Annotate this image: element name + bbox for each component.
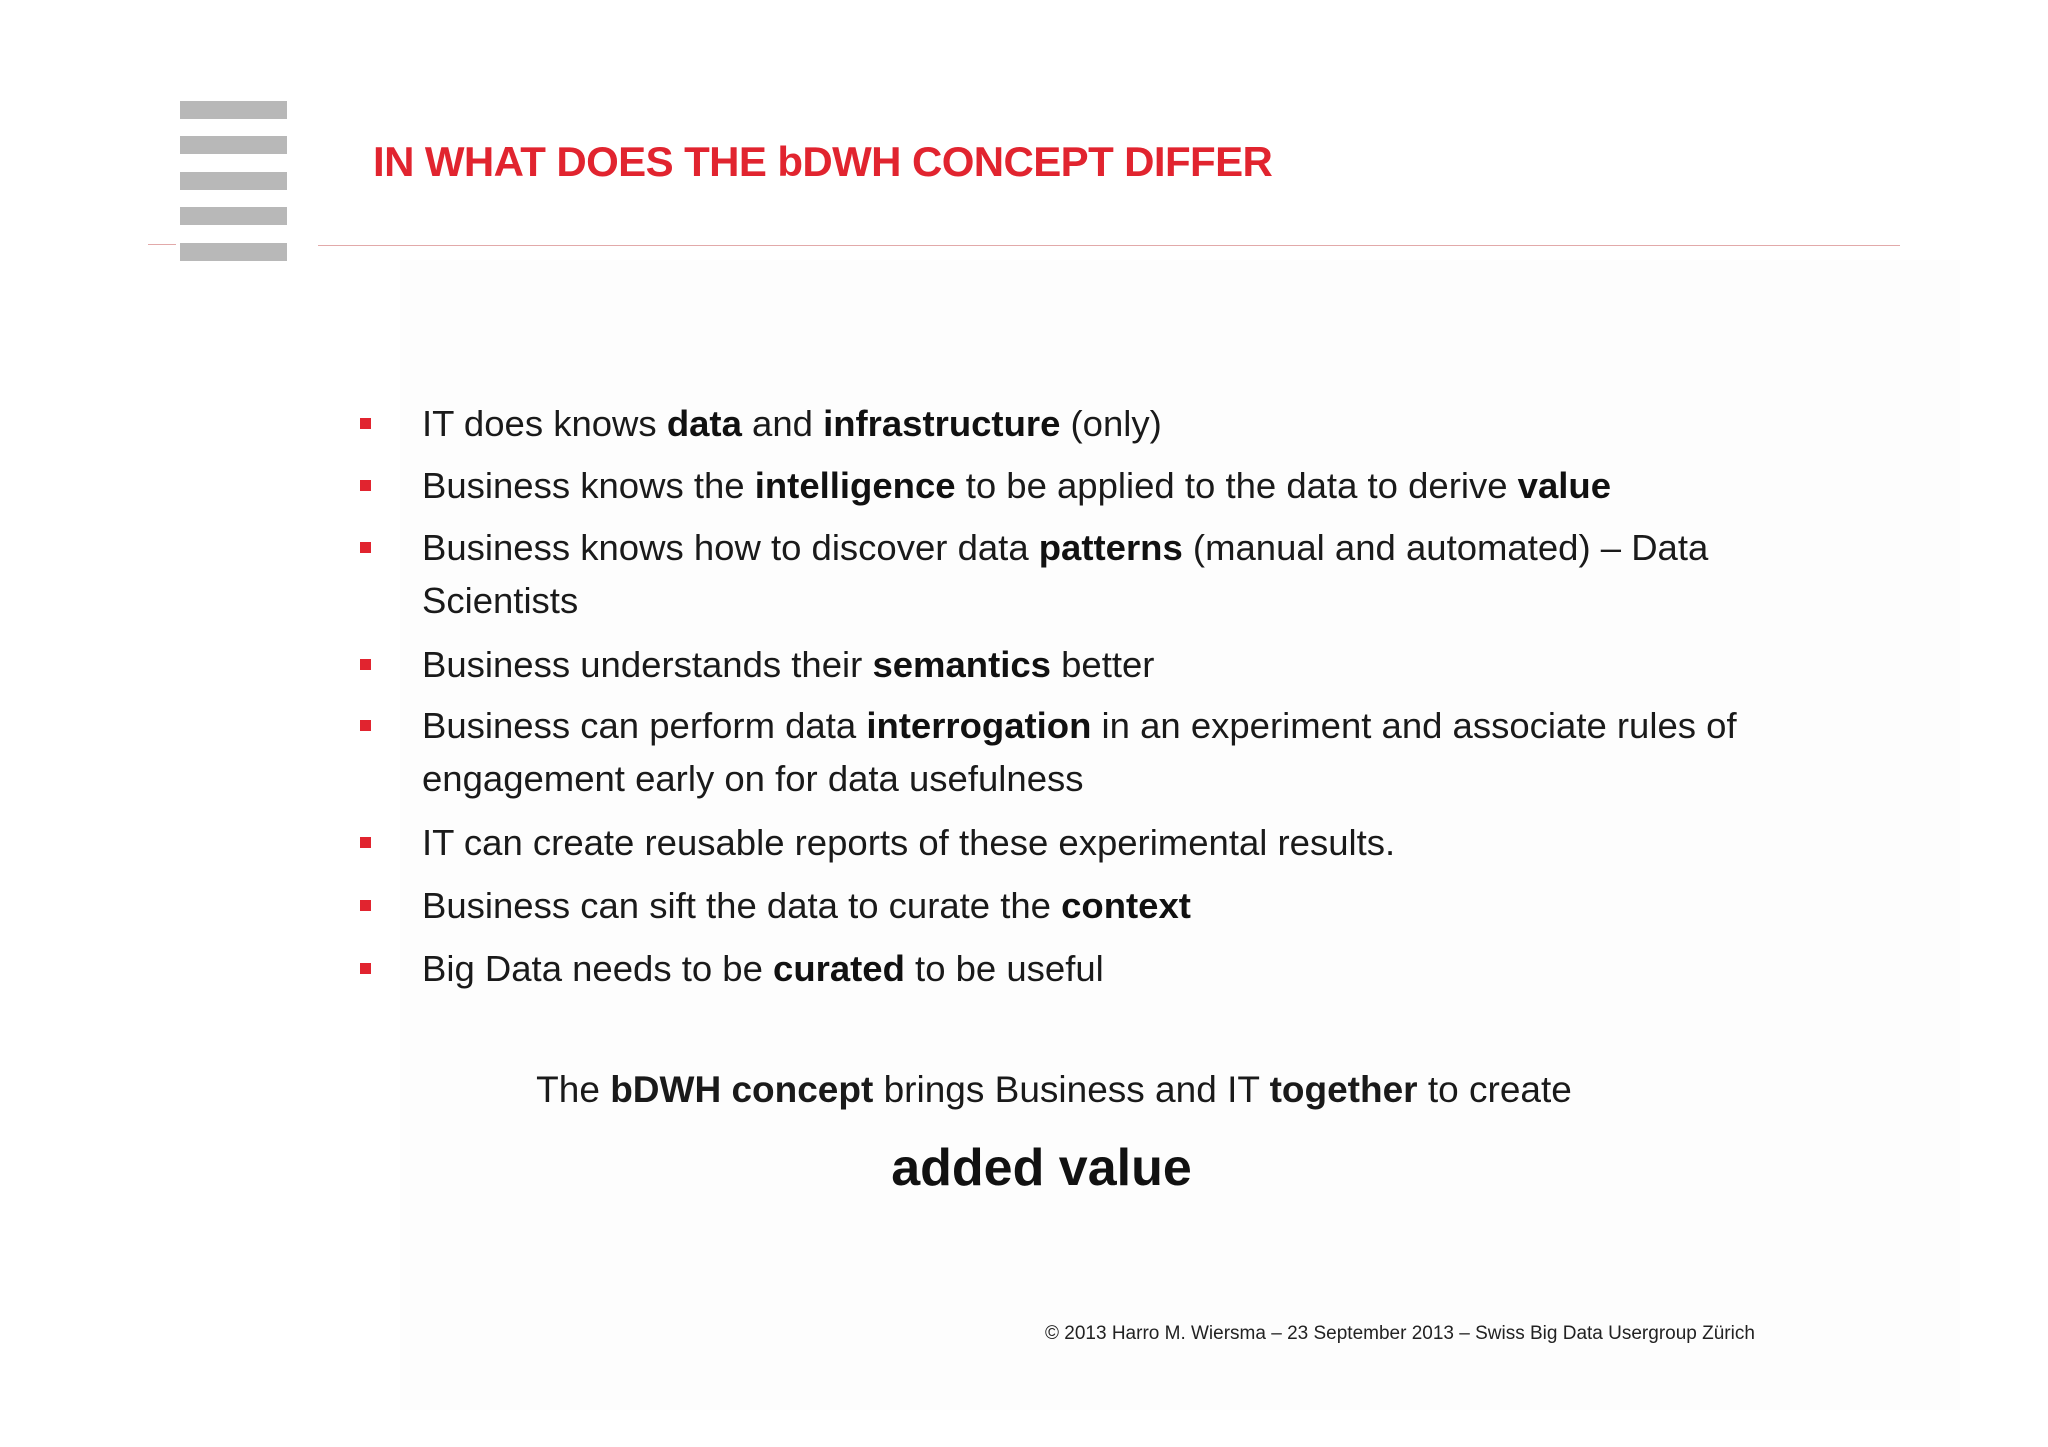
slide-title: IN WHAT DOES THE bDWH CONCEPT DIFFER bbox=[373, 138, 1273, 185]
text-segment: Business can perform data bbox=[422, 705, 867, 746]
bold-term: together bbox=[1269, 1069, 1418, 1110]
bullet-square-icon bbox=[360, 418, 371, 429]
bold-term: patterns bbox=[1038, 527, 1183, 568]
summary-text bbox=[0, 1069, 2048, 1111]
bullet-square-icon bbox=[360, 963, 371, 974]
bullet-square-icon bbox=[360, 900, 371, 911]
bold-term: data bbox=[666, 403, 742, 444]
bold-term: semantics bbox=[872, 644, 1051, 685]
stripe bbox=[180, 172, 287, 190]
text-segment: to create bbox=[1417, 1069, 1572, 1110]
bullet-text bbox=[422, 942, 1852, 995]
menu-stripes-logo bbox=[180, 101, 287, 261]
bold-term: value bbox=[1517, 465, 1611, 506]
stripe bbox=[180, 243, 287, 261]
text-segment: Big Data needs to be bbox=[422, 948, 774, 989]
text-segment: brings Business and IT bbox=[873, 1069, 1270, 1110]
text-segment: and bbox=[741, 403, 824, 444]
bullet-text bbox=[422, 638, 1852, 691]
text-segment: IT does knows bbox=[422, 403, 667, 444]
text-segment: to be applied to the data to derive bbox=[955, 465, 1518, 506]
bullet-text bbox=[422, 397, 1852, 450]
header-rule bbox=[318, 245, 1900, 246]
text-segment: in an experiment and associate rules of engagement early on for data usefulness bbox=[422, 705, 1737, 799]
copyright-footer: © 2013 Harro M. Wiersma – 23 September 2013 – Swiss Big Data Usergroup Zürich bbox=[1045, 1323, 1755, 1344]
text-segment: IT can create reusable reports of these experimental results. bbox=[422, 822, 1396, 863]
bullet-text bbox=[422, 879, 1852, 932]
bullet-text bbox=[422, 699, 1852, 805]
stripe bbox=[180, 101, 287, 119]
bullet-text bbox=[422, 521, 1812, 627]
text-segment: Business understands their bbox=[422, 644, 873, 685]
stripe bbox=[180, 136, 287, 154]
highlight-text: added value bbox=[891, 1139, 1192, 1197]
bold-term: interrogation bbox=[866, 705, 1092, 746]
text-segment: Business can sift the data to curate the bbox=[422, 885, 1062, 926]
text-segment: (manual and automated) – Data Scientists bbox=[422, 527, 1709, 621]
bullet-square-icon bbox=[360, 480, 371, 491]
text-segment: The bbox=[536, 1069, 611, 1110]
bold-term: infrastructure bbox=[823, 403, 1061, 444]
bullet-square-icon bbox=[360, 542, 371, 553]
bold-term: intelligence bbox=[754, 465, 956, 506]
text-segment: (only) bbox=[1060, 403, 1162, 444]
bullet-text bbox=[422, 459, 1852, 512]
bullet-square-icon bbox=[360, 837, 371, 848]
bold-term: curated bbox=[773, 948, 905, 989]
text-segment: Business knows the bbox=[422, 465, 755, 506]
header-rule-left bbox=[148, 244, 176, 245]
text-segment: better bbox=[1050, 644, 1155, 685]
bullet-square-icon bbox=[360, 720, 371, 731]
text-segment: Business knows how to discover data bbox=[422, 527, 1039, 568]
stripe bbox=[180, 207, 287, 225]
bullet-square-icon bbox=[360, 659, 371, 670]
bold-term: bDWH concept bbox=[610, 1069, 874, 1110]
bold-term: context bbox=[1061, 885, 1191, 926]
text-segment: to be useful bbox=[904, 948, 1104, 989]
bullet-text bbox=[422, 816, 1852, 869]
